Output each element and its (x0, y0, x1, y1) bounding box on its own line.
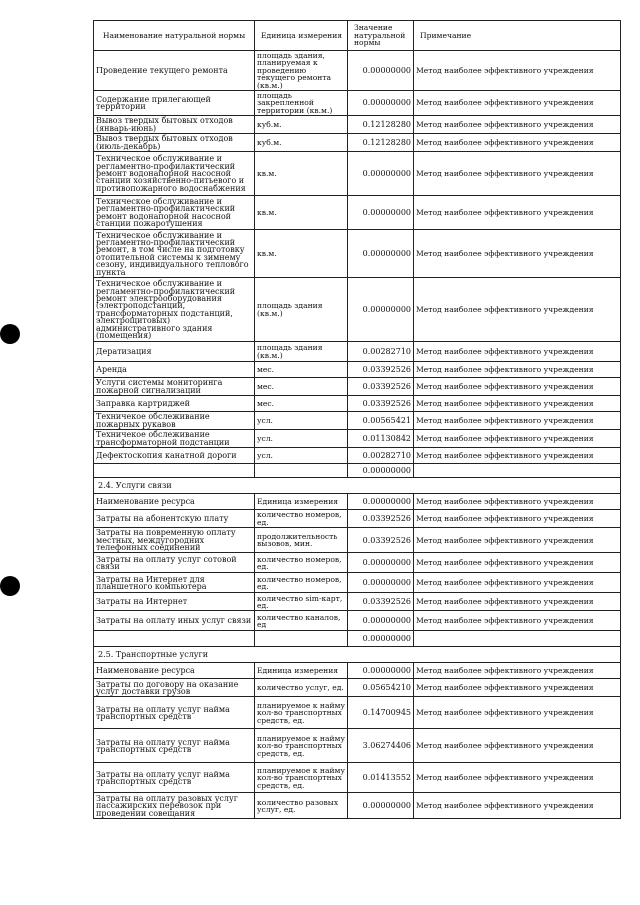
row-name: Техническое обслуживание и регламентно-профилактический ремонт, в том числе на подготовку отопительной системы к зимнему сезону, индивидуального теплового пункта (94, 230, 255, 278)
section-title: 2.4. Услуги связи (94, 478, 621, 494)
row-note: Метод наиболее эффективного учреждения (414, 152, 621, 196)
header-name: Наименование натуральной нормы (94, 21, 255, 51)
norms-table (93, 20, 621, 819)
row-name: Техническое обслуживание и регламентно-профилактический ремонт водонапорной насосной станции пожаротушения (94, 196, 255, 230)
table-row (94, 697, 621, 729)
row-name: Затраты на оплату услуг найма транспортных средств (94, 697, 255, 729)
row-unit: площадь закрепленной территории (кв.м.) (255, 91, 348, 116)
row-value: 0.05654210 (348, 679, 414, 697)
row-note: Метод наиболее эффективного учреждения (414, 378, 621, 396)
row-value: 0.00000000 (348, 631, 414, 647)
row-name: Затраты на оплату иных услуг связи (94, 611, 255, 631)
row-note: Метод наиболее эффективного учреждения (414, 697, 621, 729)
row-unit: площадь здания, планируемая к проведению текущего ремонта (кв.м.) (255, 51, 348, 91)
row-name (94, 464, 255, 478)
row-value: 0.00282710 (348, 342, 414, 362)
row-name: Техническое обслуживание и регламентно-профилактический ремонт электрооборудования (электроподстанций, трансформаторных подстанций, электрощитовых) административного здания (помещения) (94, 278, 255, 342)
row-unit (255, 631, 348, 647)
row-note: Метод наиболее эффективного учреждения (414, 494, 621, 510)
row-note: Метод наиболее эффективного учреждения (414, 593, 621, 611)
row-value: 0.03392526 (348, 510, 414, 528)
table-row (94, 763, 621, 793)
table-row (94, 528, 621, 553)
row-name: Затраты по договору на оказание услуг доставки грузов (94, 679, 255, 697)
row-unit: куб.м. (255, 116, 348, 134)
table-row (94, 448, 621, 464)
row-unit: количество номеров, ед. (255, 553, 348, 573)
row-note: Метод наиболее эффективного учреждения (414, 362, 621, 378)
table-row (94, 278, 621, 342)
row-note: Метод наиболее эффективного учреждения (414, 573, 621, 593)
row-value: 0.00282710 (348, 448, 414, 464)
row-unit: планируемое к найму кол-во транспортных средств, ед. (255, 697, 348, 729)
row-unit: куб.м. (255, 134, 348, 152)
row-note: Метод наиболее эффективного учреждения (414, 553, 621, 573)
row-unit: усл. (255, 412, 348, 430)
row-unit: мес. (255, 362, 348, 378)
table-row (94, 378, 621, 396)
row-value: 0.03392526 (348, 378, 414, 396)
table-row (94, 152, 621, 196)
row-unit: кв.м. (255, 230, 348, 278)
row-name: Дефектоскопия канатной дороги (94, 448, 255, 464)
row-name: Содержание прилегающей территории (94, 91, 255, 116)
row-name: Затраты на оплату услуг сотовой связи (94, 553, 255, 573)
row-value: 0.00000000 (348, 464, 414, 478)
table-row (94, 729, 621, 763)
row-note (414, 631, 621, 647)
row-name: Услуги системы мониторинга пожарной сигнализации (94, 378, 255, 396)
row-note: Метод наиболее эффективного учреждения (414, 793, 621, 819)
row-unit: количество услуг, ед. (255, 679, 348, 697)
row-value: 0.00000000 (348, 152, 414, 196)
row-unit: количество разовых услуг, ед. (255, 793, 348, 819)
row-value: 0.12128280 (348, 116, 414, 134)
section-title-row (94, 478, 621, 494)
row-value: 0.00565421 (348, 412, 414, 430)
row-value: 0.03392526 (348, 396, 414, 412)
header-value: Значение натуральной нормы (348, 21, 414, 51)
row-value: 0.03392526 (348, 593, 414, 611)
row-value: 0.00000000 (348, 230, 414, 278)
row-name: Затраты на Интернет (94, 593, 255, 611)
row-note: Метод наиболее эффективного учреждения (414, 134, 621, 152)
row-note: Метод наиболее эффективного учреждения (414, 196, 621, 230)
table-row (94, 362, 621, 378)
row-note: Метод наиболее эффективного учреждения (414, 51, 621, 91)
row-note: Метод наиболее эффективного учреждения (414, 679, 621, 697)
row-value: 3.06274406 (348, 729, 414, 763)
row-name: Дератизация (94, 342, 255, 362)
table-row (94, 593, 621, 611)
table-row (94, 793, 621, 819)
row-note: Метод наиболее эффективного учреждения (414, 448, 621, 464)
row-value: 0.00000000 (348, 573, 414, 593)
row-name (94, 631, 255, 647)
row-name: Затраты на оплату разовых услуг пассажирских перевозок при проведении совещания (94, 793, 255, 819)
row-name: Техничекое обслеживание трансформаторной подстанции (94, 430, 255, 448)
row-unit: площадь здания (кв.м.) (255, 278, 348, 342)
row-value: 0.00000000 (348, 663, 414, 679)
row-note: Метод наиболее эффективного учреждения (414, 230, 621, 278)
table-row (94, 230, 621, 278)
row-name: Затраты на Интернет для планшетного компьютера (94, 573, 255, 593)
row-name: Затраты на абонентскую плату (94, 510, 255, 528)
row-value: 0.14700945 (348, 697, 414, 729)
row-note: Метод наиболее эффективного учреждения (414, 91, 621, 116)
row-note: Метод наиболее эффективного учреждения (414, 729, 621, 763)
table-row (94, 91, 621, 116)
row-name: Наименование ресурса (94, 494, 255, 510)
row-unit: Единица измерения (255, 494, 348, 510)
row-note: Метод наиболее эффективного учреждения (414, 663, 621, 679)
row-value: 0.00000000 (348, 278, 414, 342)
row-name: Наименование ресурса (94, 663, 255, 679)
row-name: Техническое обслуживание и регламентно-профилактический ремонт водонапорной насосной станции хозяйственно-питьевого и противопожарного водоснабжения (94, 152, 255, 196)
row-unit: количество номеров, ед. (255, 510, 348, 528)
table-row (94, 611, 621, 631)
row-value: 0.00000000 (348, 553, 414, 573)
row-unit (255, 464, 348, 478)
row-unit: кв.м. (255, 152, 348, 196)
row-name: Затраты на оплату услуг найма транспортных средств (94, 763, 255, 793)
row-unit: усл. (255, 448, 348, 464)
row-note: Метод наиболее эффективного учреждения (414, 412, 621, 430)
table-row (94, 412, 621, 430)
table-row (94, 679, 621, 697)
row-note: Метод наиболее эффективного учреждения (414, 430, 621, 448)
table-row (94, 196, 621, 230)
section-title: 2.5. Транспортные услуги (94, 647, 621, 663)
table-row (94, 494, 621, 510)
table-row (94, 663, 621, 679)
row-note: Метод наиболее эффективного учреждения (414, 510, 621, 528)
row-unit: кв.м. (255, 196, 348, 230)
row-name: Аренда (94, 362, 255, 378)
section-title-row (94, 647, 621, 663)
header-note: Примечание (414, 21, 621, 51)
table-row (94, 396, 621, 412)
table-row (94, 51, 621, 91)
row-note: Метод наиболее эффективного учреждения (414, 396, 621, 412)
row-name: Вывоз твердых бытовых отходов (июль-декабрь) (94, 134, 255, 152)
row-note: Метод наиболее эффективного учреждения (414, 278, 621, 342)
row-name: Проведение текущего ремонта (94, 51, 255, 91)
table-row (94, 430, 621, 448)
row-value: 0.01413552 (348, 763, 414, 793)
row-value: 0.00000000 (348, 196, 414, 230)
punch-hole-top (0, 324, 20, 344)
row-value: 0.00000000 (348, 611, 414, 631)
table-header-row (94, 21, 621, 51)
row-value: 0.03392526 (348, 528, 414, 553)
row-name: Вывоз твердых бытовых отходов (январь-июнь) (94, 116, 255, 134)
table-row (94, 464, 621, 478)
row-value: 0.00000000 (348, 494, 414, 510)
row-name: Техничекое обслеживание пожарных рукавов (94, 412, 255, 430)
row-note: Метод наиболее эффективного учреждения (414, 611, 621, 631)
table-row (94, 116, 621, 134)
row-name: Заправка картриджей (94, 396, 255, 412)
row-unit: продолжительность вызовов, мин. (255, 528, 348, 553)
table-row (94, 553, 621, 573)
row-note: Метод наиболее эффективного учреждения (414, 116, 621, 134)
table-row (94, 631, 621, 647)
row-value: 0.12128280 (348, 134, 414, 152)
row-name: Затраты на повременную оплату местных, междугородних телефонных соединений (94, 528, 255, 553)
table-row (94, 134, 621, 152)
row-name: Затраты на оплату услуг найма транспортных средств (94, 729, 255, 763)
row-unit: планируемое к найму кол-во транспортных средств, ед. (255, 729, 348, 763)
row-note (414, 464, 621, 478)
row-value: 0.01130842 (348, 430, 414, 448)
row-unit: количество каналов, ед (255, 611, 348, 631)
row-unit: Единица измерения (255, 663, 348, 679)
row-unit: площадь здания (кв.м.) (255, 342, 348, 362)
row-unit: усл. (255, 430, 348, 448)
row-unit: мес. (255, 378, 348, 396)
row-value: 0.03392526 (348, 362, 414, 378)
table-row (94, 342, 621, 362)
row-value: 0.00000000 (348, 793, 414, 819)
row-note: Метод наиболее эффективного учреждения (414, 763, 621, 793)
row-unit: количество номеров, ед. (255, 573, 348, 593)
row-unit: мес. (255, 396, 348, 412)
row-value: 0.00000000 (348, 91, 414, 116)
table-row (94, 510, 621, 528)
row-unit: планируемое к найму кол-во транспортных средств, ед. (255, 763, 348, 793)
row-value: 0.00000000 (348, 51, 414, 91)
punch-hole-bottom (0, 576, 20, 596)
row-unit: количество sim-карт, ед. (255, 593, 348, 611)
row-note: Метод наиболее эффективного учреждения (414, 342, 621, 362)
table-row (94, 573, 621, 593)
row-note: Метод наиболее эффективного учреждения (414, 528, 621, 553)
header-unit: Единица измерения (255, 21, 348, 51)
